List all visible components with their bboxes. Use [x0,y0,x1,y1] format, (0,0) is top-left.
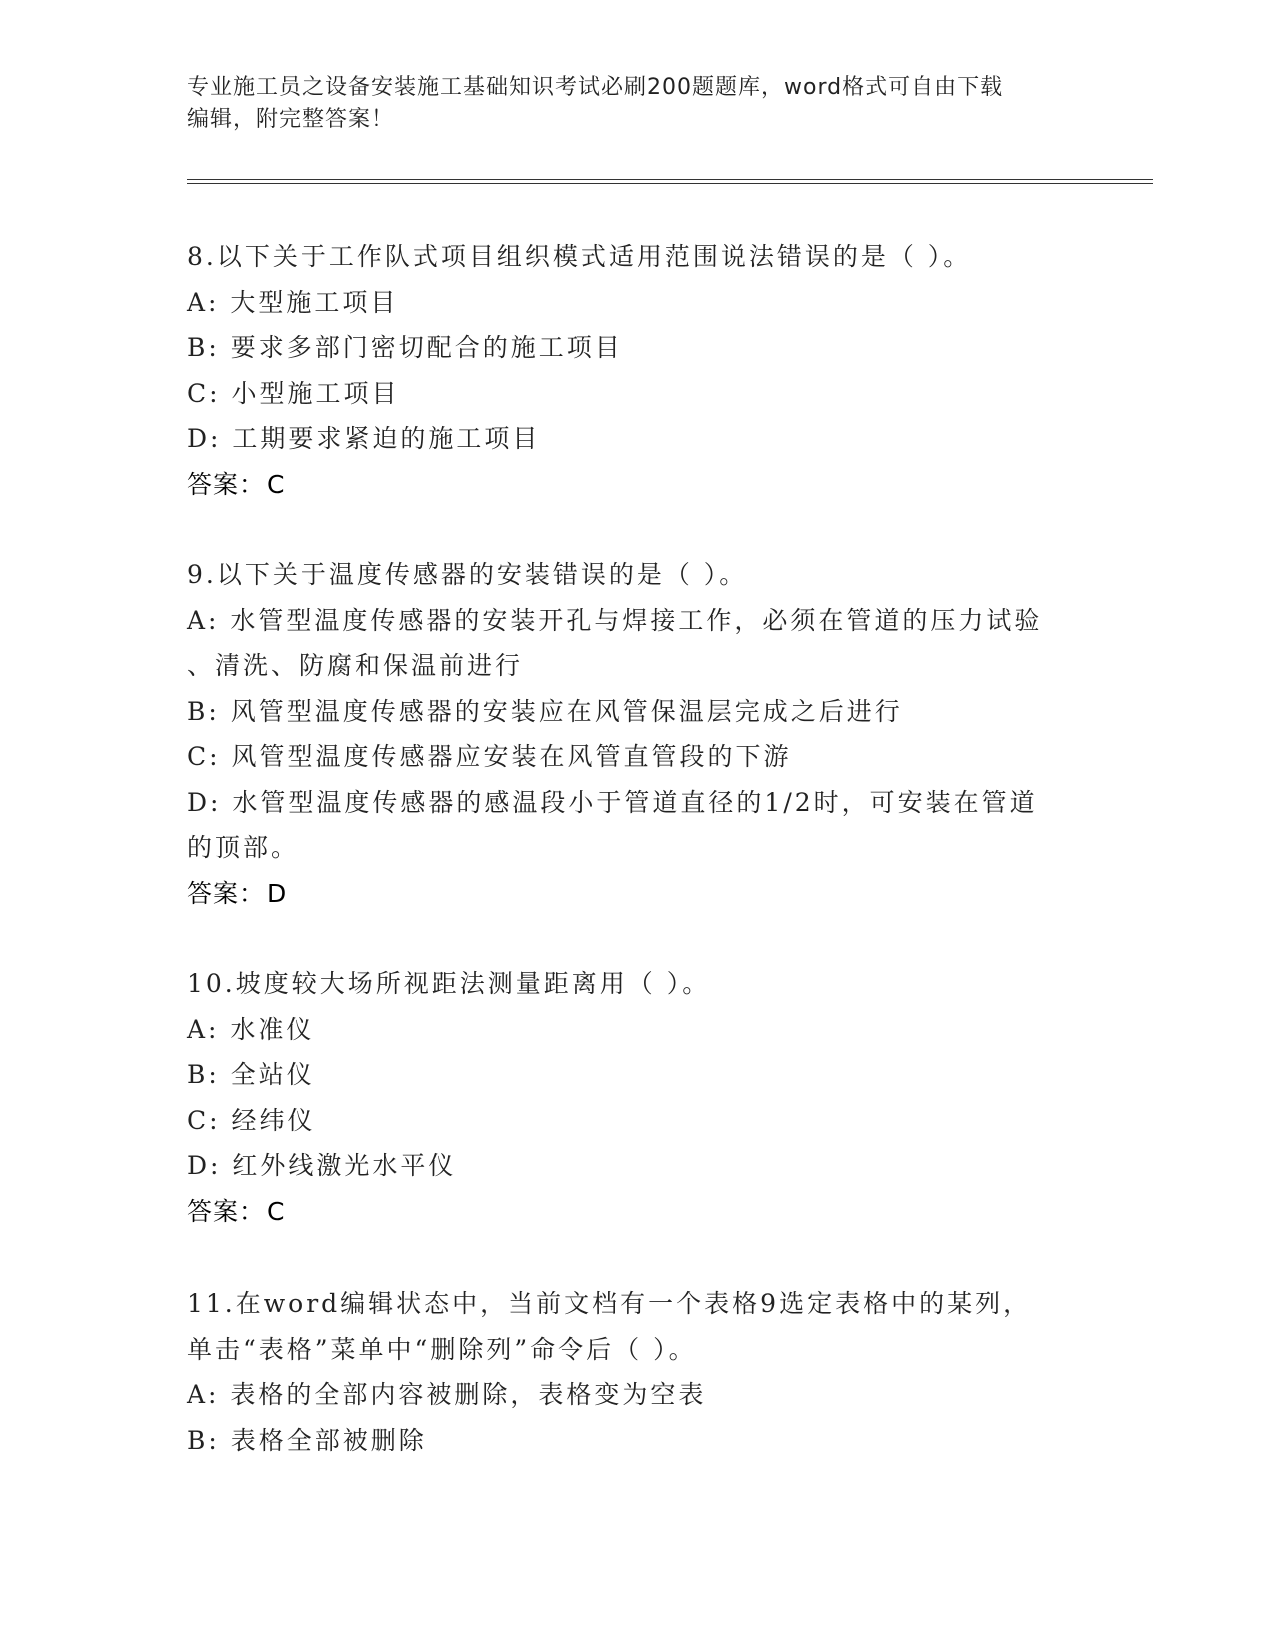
document-header [187,72,1087,136]
option-b: B: 表格全部被删除 [187,1425,427,1455]
option-c: C: 经纬仪 [187,1105,316,1135]
answer-label: 答案： [187,1196,266,1226]
question-stem-continued: 单击“表格”菜单中“删除列”命令后（ ）。 [187,1334,697,1364]
option-b: B: 风管型温度传感器的安装应在风管保温层完成之后进行 [187,696,903,726]
option-a: A: 水准仪 [187,1014,315,1044]
question-8 [187,234,1107,507]
answer-value: D [267,878,288,908]
question-stem: 8.以下关于工作队式项目组织模式适用范围说法错误的是（ ）。 [187,242,972,271]
option-a: A: 水管型温度传感器的安装开孔与焊接工作，必须在管道的压力试验 [187,605,1043,635]
option-d: D: 水管型温度传感器的感温段小于管道直径的1/2时，可安装在管道 [187,787,1038,817]
header-divider-bottom [187,183,1153,184]
answer-label: 答案： [187,878,266,908]
answer-value: C [267,469,286,499]
answer-value: C [267,1196,286,1226]
answer-line [187,462,1107,508]
question-9 [187,552,1107,916]
option-b: B: 要求多部门密切配合的施工项目 [187,333,623,362]
option-a: A: 表格的全部内容被删除，表格变为空表 [187,1380,707,1409]
option-d: D: 工期要求紧迫的施工项目 [187,424,541,453]
question-stem: 11.在word编辑状态中，当前文档有一个表格9选定表格中的某列， [187,1289,1032,1318]
option-a-continued: 、清洗、防腐和保温前进行 [187,651,524,680]
option-a: A: 大型施工项目 [187,287,399,317]
question-10 [187,961,1107,1234]
option-c: C: 风管型温度传感器应安装在风管直管段的下游 [187,742,792,771]
question-11 [187,1281,1107,1463]
option-d: D: 红外线激光水平仪 [187,1151,457,1180]
header-divider-top [187,179,1153,180]
option-d-continued: 的顶部。 [187,833,300,862]
question-stem: 9.以下关于温度传感器的安装错误的是（ ）。 [187,560,748,589]
answer-line [187,1189,1107,1235]
answer-line [187,871,1107,917]
question-stem: 10.坡度较大场所视距法测量距离用（ ）。 [187,969,711,998]
header-line-2: 编辑，附完整答案！ [187,107,395,132]
option-c: C: 小型施工项目 [187,378,400,408]
header-line-1: 专业施工员之设备安装施工基础知识考试必刷200题题库，word格式可自由下载 [187,75,1004,100]
option-b: B: 全站仪 [187,1060,315,1089]
answer-label: 答案： [187,469,266,499]
